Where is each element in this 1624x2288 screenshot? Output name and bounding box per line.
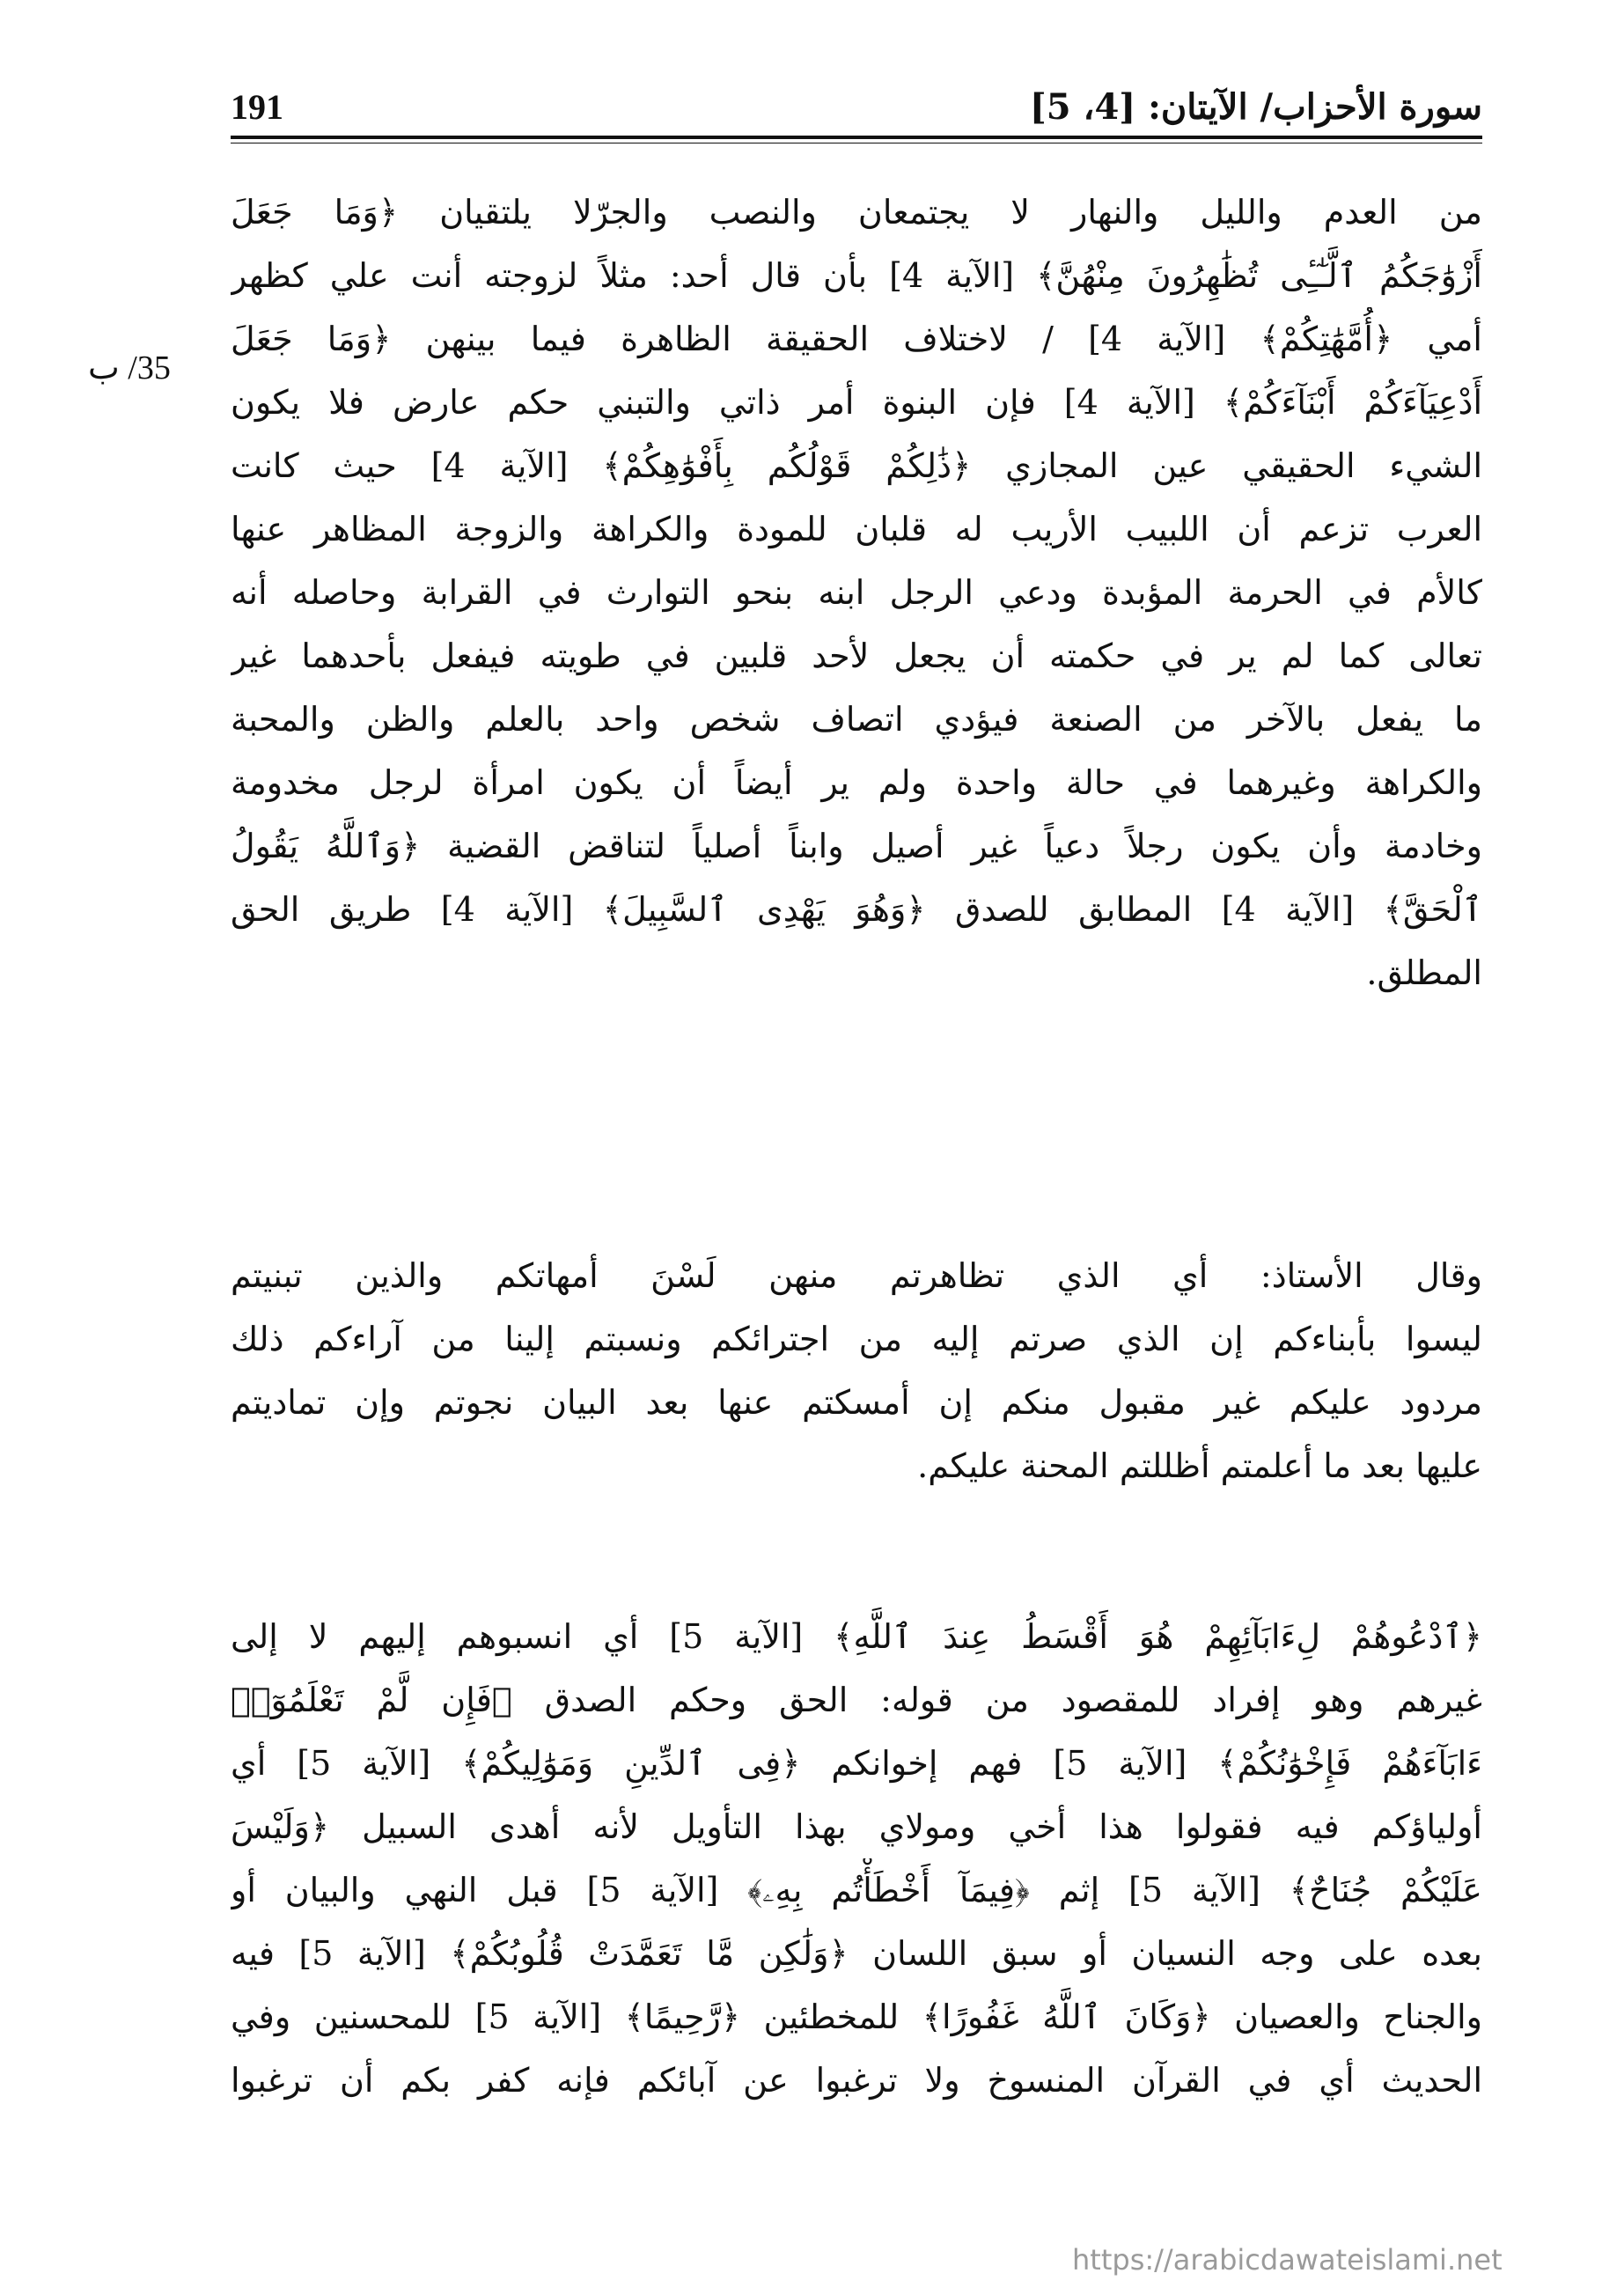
text-line: ما يفعل بالآخر من الصنعة فيؤدي اتصاف شخص واحد بالعلم والظن والمحبة — [231, 700, 1482, 739]
text-line: أَدْعِيَآءَكُمْ أَبْنَآءَكُمْ﴾ [الآية 4] فإن البنوة أمر ذاتي والتبني حكم عارض فلا يكون — [231, 383, 1482, 422]
text-line: المطلق. — [1366, 953, 1482, 992]
header-rule-thick — [231, 136, 1482, 139]
page-number: 191 — [231, 86, 283, 127]
text-line: والجناح والعصيان ﴿وَكَانَ ٱللَّهُ غَفُورًا﴾ للمخطئين ﴿رَّحِيمًا﴾ [الآية 5] للمحسنين وفي — [231, 1997, 1482, 2036]
text-line: عَلَيْكُمْ جُنَاحٌ﴾ [الآية 5] إثم ﴿فِيمَآ أَخْطَأْتُم بِهِۦ﴾ [الآية 5] قبل النهي والبيان أو — [231, 1871, 1482, 1909]
text-line: غيرهم وهو إفراد للمقصود من قوله: الحق وحكم الصدق ﴿فَإِن لَّمْ تَعْلَمُوٓا۟ — [231, 1681, 1482, 1719]
text-line: العرب تزعم أن اللبيب الأريب له قلبان للمودة والكراهة والزوجة المظاهر عنها — [231, 510, 1482, 548]
paragraph-ustadh-commentary — [231, 1244, 1482, 1497]
text-line: وقال الأستاذ: أي الذي تظاهرتم منهن لَسْنَ أمهاتكم والذين تبنيتم — [231, 1256, 1482, 1295]
text-line: بعده على وجه النسيان أو سبق اللسان ﴿وَلَٰكِن مَّا تَعَمَّدَتْ قُلُوبُكُمْ﴾ [الآية 5] فيه — [231, 1934, 1482, 1973]
text-line: عليها بعد ما أعلمتم أظللتم المحنة عليكم. — [917, 1446, 1482, 1485]
paragraph-commentary-verse-5 — [231, 1605, 1482, 2112]
text-line: وخادمة وأن يكون رجلاً دعياً غير أصيل وابناً أصلياً لتناقض القضية ﴿وَٱللَّهُ يَقُولُ — [231, 827, 1482, 865]
watermark-url: https://arabicdawateislami.net — [1072, 2243, 1503, 2277]
running-title: سورة الأحزاب/ الآيتان: [4، 5] — [1029, 85, 1482, 128]
margin-folio-note: 35/ ب — [88, 349, 171, 386]
text-line: الحديث أي في القرآن المنسوخ ولا ترغبوا عن آبائكم فإنه كفر بكم أن ترغبوا — [231, 2061, 1482, 2100]
text-line: أَزْوَٰجَكُمُ ٱلَّـٰٓـِٔى تُظَٰهِرُونَ مِنْهُنَّ﴾ [الآية 4] بأن قال أحد: مثلاً لزوجته أنت علي كظهر — [231, 256, 1482, 295]
text-line: ٱلْحَقَّ﴾ [الآية 4] المطابق للصدق ﴿وَهُوَ يَهْدِى ٱلسَّبِيلَ﴾ [الآية 4] طريق الحق — [231, 890, 1482, 929]
text-line: ﴿ٱدْعُوهُمْ لِءَابَآئِهِمْ هُوَ أَقْسَطُ عِندَ ٱللَّهِ﴾ [الآية 5] أي انسبوهم إليهم لا إلى — [231, 1617, 1482, 1656]
text-line: أمي ﴿أُمَّهَٰتِكُمْ﴾ [الآية 4] / لاختلاف الحقيقة الظاهرة فيما بينهن ﴿وَمَا جَعَلَ — [231, 320, 1482, 358]
paragraph-commentary-verse-4 — [231, 180, 1482, 1004]
running-header — [231, 77, 1482, 136]
text-line: تعالى كما لم ير في حكمته أن يجعل لأحد قلبين في طويته فيفعل بأحدهما غير — [231, 636, 1482, 675]
text-line: والكراهة وغيرهما في حالة واحدة ولم ير أيضاً أن يكون امرأة لرجل مخدومة — [231, 763, 1482, 802]
text-line: الشيء الحقيقي عين المجازي ﴿ذَٰلِكُمْ قَوْلُكُم بِأَفْوَٰهِكُمْ﴾ [الآية 4] حيث كانت — [231, 446, 1482, 485]
text-line: كالأم في الحرمة المؤبدة ودعي الرجل ابنه بنحو التوارث في القرابة وحاصله أنه — [231, 573, 1482, 612]
text-line: أولياؤكم فيه فقولوا هذا أخي ومولاي بهذا التأويل لأنه أهدى السبيل ﴿وَلَيْسَ — [231, 1807, 1482, 1846]
text-line: ليسوا بأبناءكم إن الذي صرتم إليه من اجترائكم ونسبتم إلينا من آراءكم ذلك — [231, 1320, 1482, 1358]
text-line: من العدم والليل والنهار لا يجتمعان والنصب والجرّلا يلتقيان ﴿وَمَا جَعَلَ — [231, 193, 1482, 232]
text-line: مردود عليكم غير مقبول منكم إن أمسكتم عنها بعد البيان نجوتم وإن تماديتم — [231, 1383, 1482, 1422]
text-line: ءَابَآءَهُمْ فَإِخْوَٰنُكُمْ﴾ [الآية 5] فهم إخوانكم ﴿فِى ٱلدِّينِ وَمَوَٰلِيكُمْ﴾ [الآية 5] أي — [231, 1744, 1482, 1783]
